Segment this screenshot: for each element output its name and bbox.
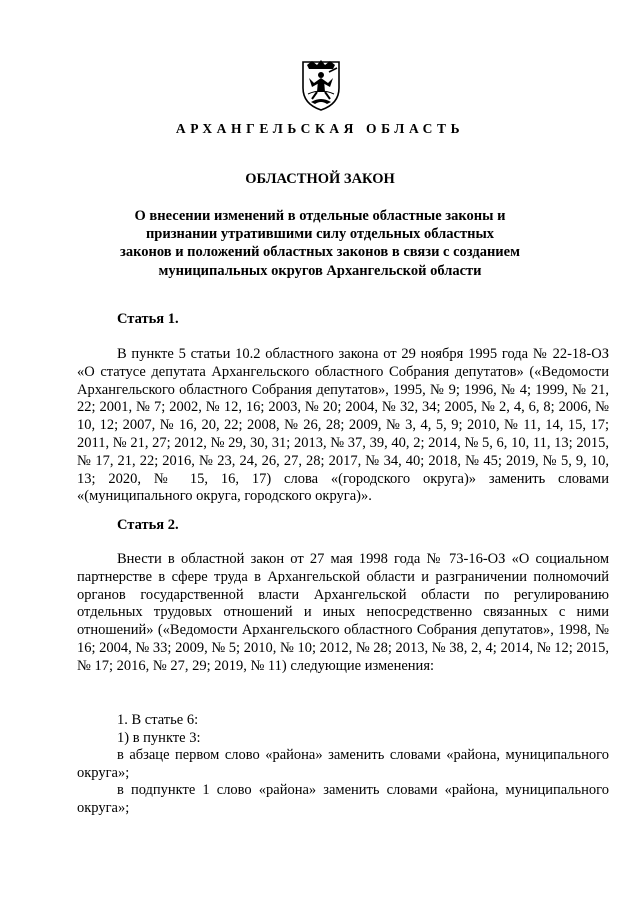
law-title: О внесении изменений в отдельные областные законы и признании утратившими силу отдельных областных законов и положений областных законов в связи с созданием муниципальных округов Архангельской области bbox=[120, 208, 520, 279]
arkhangelsk-coat-of-arms-icon bbox=[297, 58, 345, 112]
article-1-heading: Статья 1. bbox=[117, 311, 179, 327]
article-2-change-paragraph-1: в абзаце первом слово «района» заменить словами «района, муниципального округа»; bbox=[77, 747, 609, 781]
article-1-text: В пункте 5 статьи 10.2 областного закона от 29 ноября 1995 года № 22-18-ОЗ «О статусе депутата Архангельского областного Собрания депутатов» («Ведомости Архангельского областного Собрания депутатов», 1995, № 9; 1996, № 4; 1999, № 21, 22; 2001, № 7; 2002, № 12, 16; 2003, № 20; 2004, № 32, 34; 2005, № 2, 4, 6, 8; 2006, № 10, 12; 2007, № 16, 20, 22; 2008, № 26, 28; 2009, № 3, 4, 5, 9; 2010, № 11, 14, 15, 17; 2011, № 21, 27; 2012, № 29, 30, 31; 2013, № 37, 39, 40, 2; 2014, № 5, 6, 10, 11, 13; 2015, № 17, 21, 22; 2016, № 23, 24, 26, 27, 28; 2017, № 34, 40; 2018, № 45; 2019, № 5, 9, 10, 13; 2020, № 15, 16, 17) слова «(городского округа)» заменить словами «(муниципального округа, городского округа)». bbox=[77, 346, 609, 505]
article-2-item-1: 1. В статье 6: bbox=[117, 712, 199, 728]
law-type: ОБЛАСТНОЙ ЗАКОН bbox=[245, 171, 395, 187]
article-2-heading: Статья 2. bbox=[117, 517, 179, 533]
region-name: АРХАНГЕЛЬСКАЯ ОБЛАСТЬ bbox=[175, 121, 465, 136]
article-2-change-subitem-1: в подпункте 1 слово «района» заменить словами «района, муниципального округа»; bbox=[77, 782, 609, 816]
article-2-item-1-subitem-1: 1) в пункте 3: bbox=[117, 730, 201, 746]
article-2-text: Внести в областной закон от 27 мая 1998 года № 73-16-ОЗ «О социальном партнерстве в сфере труда в Архангельской области и разграничении полномочий органов государственной власти Архангельской области по регулированию отдельных трудовых отношений и иных непосредственно связанных с ними отношений» («Ведомости Архангельского областного Собрания депутатов», 1998, № 16; 2004, № 33; 2009, № 5; 2010, № 10; 2012, № 28; 2013, № 38, 2, 4; 2014, № 12; 2015, № 17; 2016, № 27, 29; 2019, № 11) следующие изменения: bbox=[77, 551, 609, 674]
